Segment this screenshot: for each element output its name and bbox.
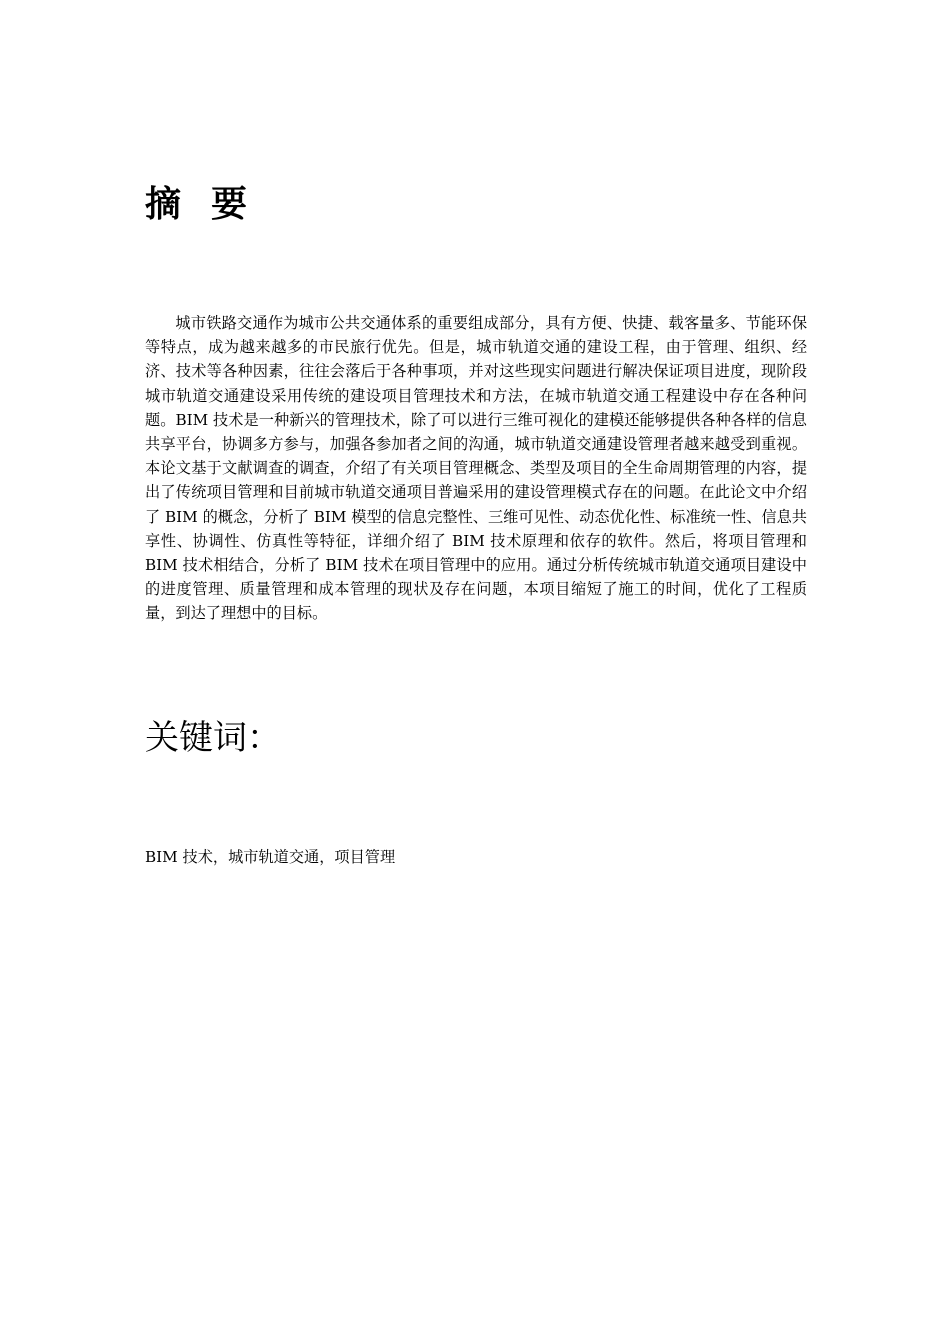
keywords-list: BIM 技术，城市轨道交通，项目管理 xyxy=(145,848,396,866)
keywords-heading: 关键词： xyxy=(145,718,281,758)
abstract-paragraph: 城市铁路交通作为城市公共交通体系的重要组成部分，具有方便、快捷、载客量多、节能环保等特点，成为越来越多的市民旅行优先。但是，城市轨道交通的建设工程，由于管理、组织、经济、技术等各种因素，往往会落后于各种事项，并对这些现实问题进行解决保证项目进度，现阶段城市轨道交通建设采用传统的建设项目管理技术和方法，在城市轨道交通工程建设中存在各种问题。BIM 技术是一种新兴的管理技术，除了可以进行三维可视化的建模还能够提供各种各样的信息共享平台，协调多方参与，加强各参加者之间的沟通，城市轨道交通建设管理者越来越受到重视。本论文基于文献调查的调查，介绍了有关项目管理概念、类型及项目的全生命周期管理的内容，提出了传统项目管理和目前城市轨道交通项目普遍采用的建设管理模式存在的问题。在此论文中介绍了 BIM 的概念，分析了 BIM 模型的信息完整性、三维可见性、动态优化性、标准统一性、信息共享性、协调性、仿真性等特征，详细介绍了 BIM 技术原理和依存的软件。然后，将项目管理和 BIM 技术相结合，分析了 BIM 技术在项目管理中的应用。通过分析传统城市轨道交通项目建设中的进度管理、质量管理和成本管理的现状及存在问题，本项目缩短了施工的时间，优化了工程质量，到达了理想中的目标。 xyxy=(145,314,807,623)
abstract-heading: 摘要 xyxy=(145,183,278,225)
